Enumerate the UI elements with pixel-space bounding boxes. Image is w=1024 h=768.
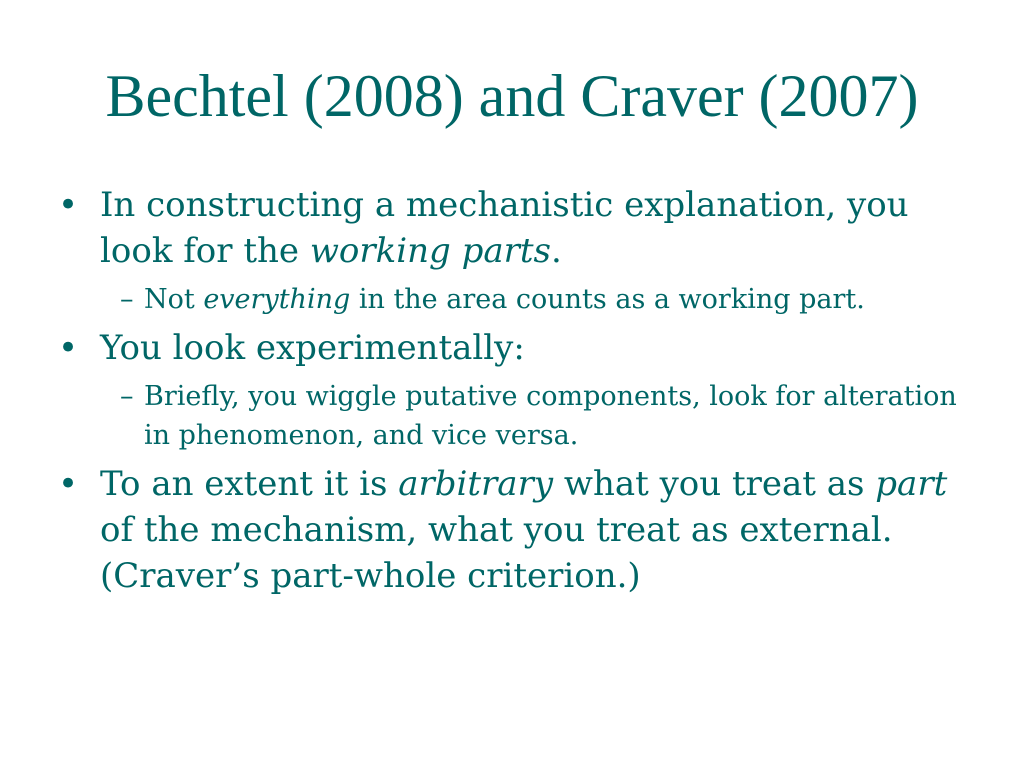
bullet-point-1-emphasis: working parts [309,231,551,271]
bullet-point-3-emphasis-arbitrary: arbitrary [398,464,554,504]
bullet-point-1-text-end: . [551,231,562,271]
slide-title: Bechtel (2008) and Craver (2007) [105,63,919,129]
bullet-point-3-text-mid: what you treat as [553,464,876,504]
sub-point-1-text-end: in the area counts as a working part. [350,284,865,315]
sub-point-1-emphasis: everything [203,284,351,315]
sub-point-1 [120,280,978,319]
bullet-marker: • [58,185,79,225]
bullet-point-1-text-start: In constructing a mechanistic explanation, you look for the [100,185,909,271]
sub-point-2-text: Briefly, you wiggle putative components, look for alteration in phenomenon, and vice versa. [144,381,957,451]
bullet-point-2-text: You look experimentally: [100,328,525,368]
bullet-point-2 [58,325,978,371]
dash-marker: – [120,381,134,412]
bullet-point-1 [58,182,978,274]
dash-marker: – [120,284,134,315]
bullet-marker: • [58,464,79,504]
bullet-marker: • [58,328,79,368]
bullet-point-3-text-start: To an extent it is [100,464,399,504]
bullet-point-3 [58,461,978,599]
sub-point-1-text-start: Not [144,284,204,315]
slide-body [58,182,978,607]
bullet-point-3-text-end: of the mechanism, what you treat as external. (Craver’s part-whole criterion.) [100,510,893,596]
bullet-point-3-emphasis-part: part [875,464,948,504]
sub-point-2 [120,377,978,455]
